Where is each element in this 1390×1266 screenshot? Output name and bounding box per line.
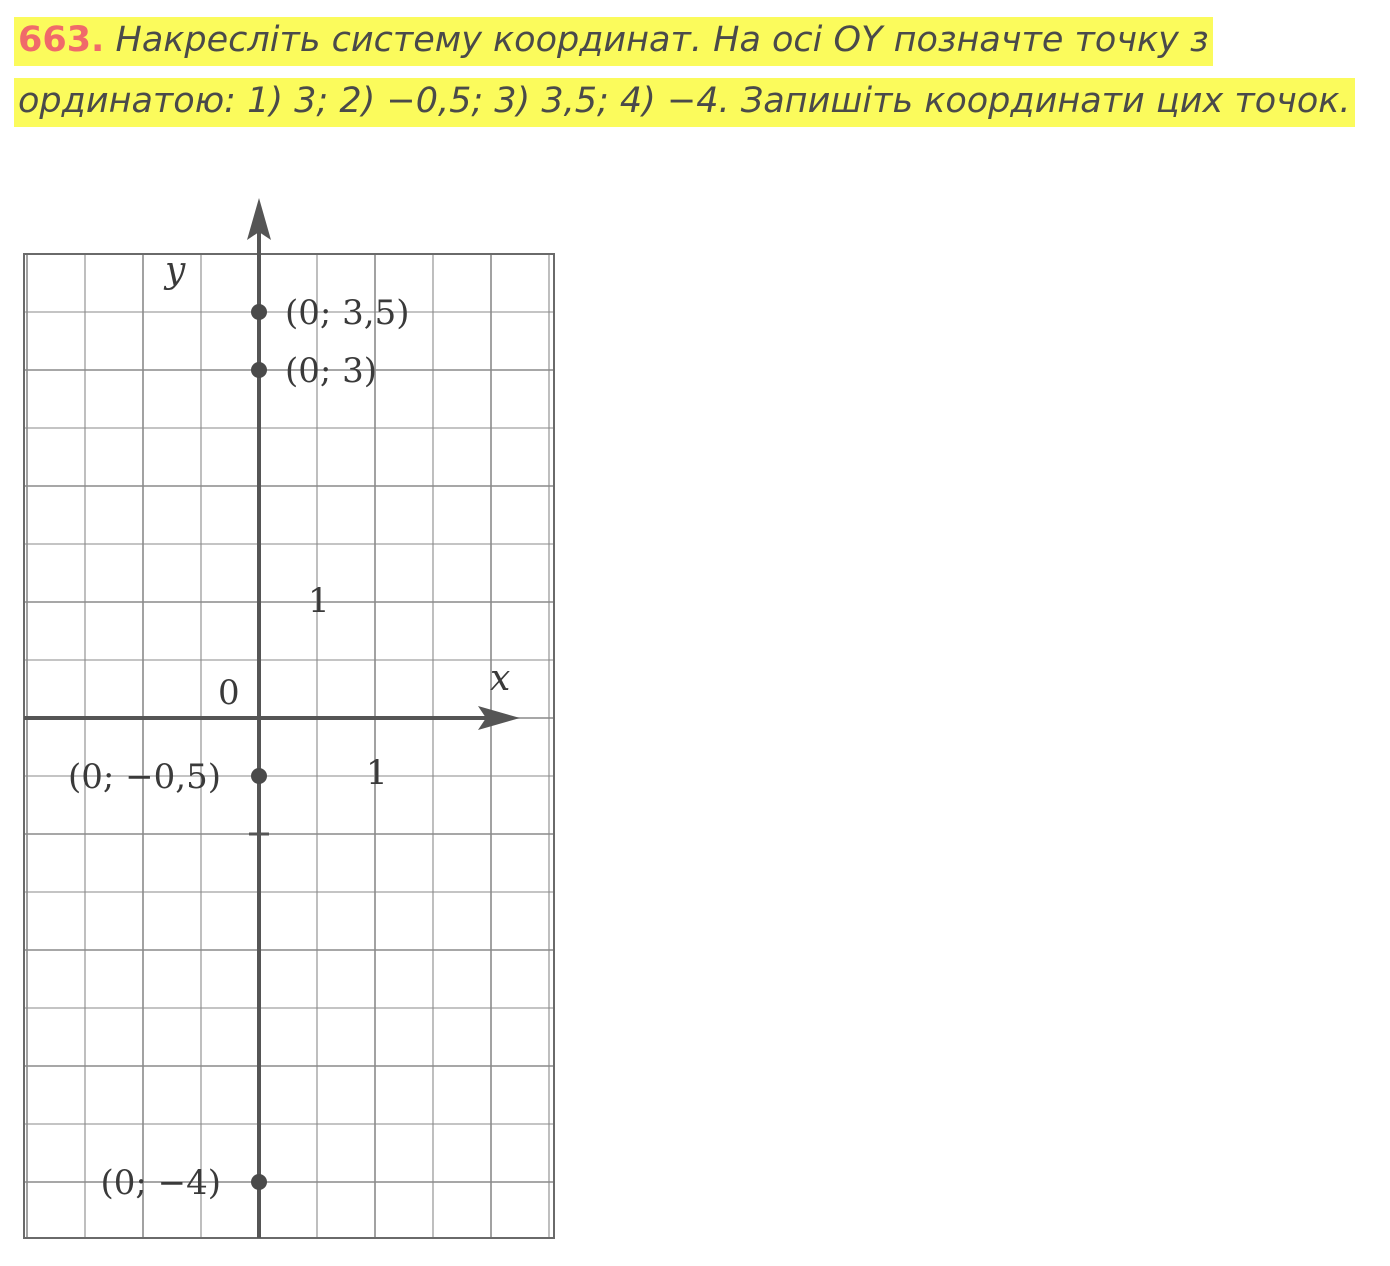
coordinate-plane: [0, 180, 620, 1266]
point-marker: [251, 768, 267, 784]
task-number: 663.: [18, 20, 105, 60]
unit-y-label: 1: [308, 581, 330, 621]
point-label: (0; 3,5): [285, 293, 410, 333]
point-label: (0; −4): [100, 1163, 221, 1203]
point-marker: [251, 304, 267, 320]
task-highlight: [14, 17, 1355, 127]
unit-x-label: 1: [366, 753, 388, 793]
point-label: (0; −0,5): [68, 757, 221, 797]
grid-border: [24, 254, 554, 1238]
task-text: Накресліть систему координат. На осі OY позначте точку з ординатою: 1) 3; 2) −0,5; 3) 3,5; 4) −4. Запишіть координати цих точок.: [18, 20, 1351, 121]
grid: [24, 254, 554, 1238]
axes: [24, 198, 520, 1238]
point-label: (0; 3): [285, 351, 378, 391]
y-axis-label: y: [165, 250, 186, 291]
task-statement: [14, 10, 1374, 132]
x-axis-label: x: [490, 658, 511, 699]
origin-label: 0: [218, 673, 240, 713]
point-marker: [251, 362, 267, 378]
point-marker: [251, 1174, 267, 1190]
